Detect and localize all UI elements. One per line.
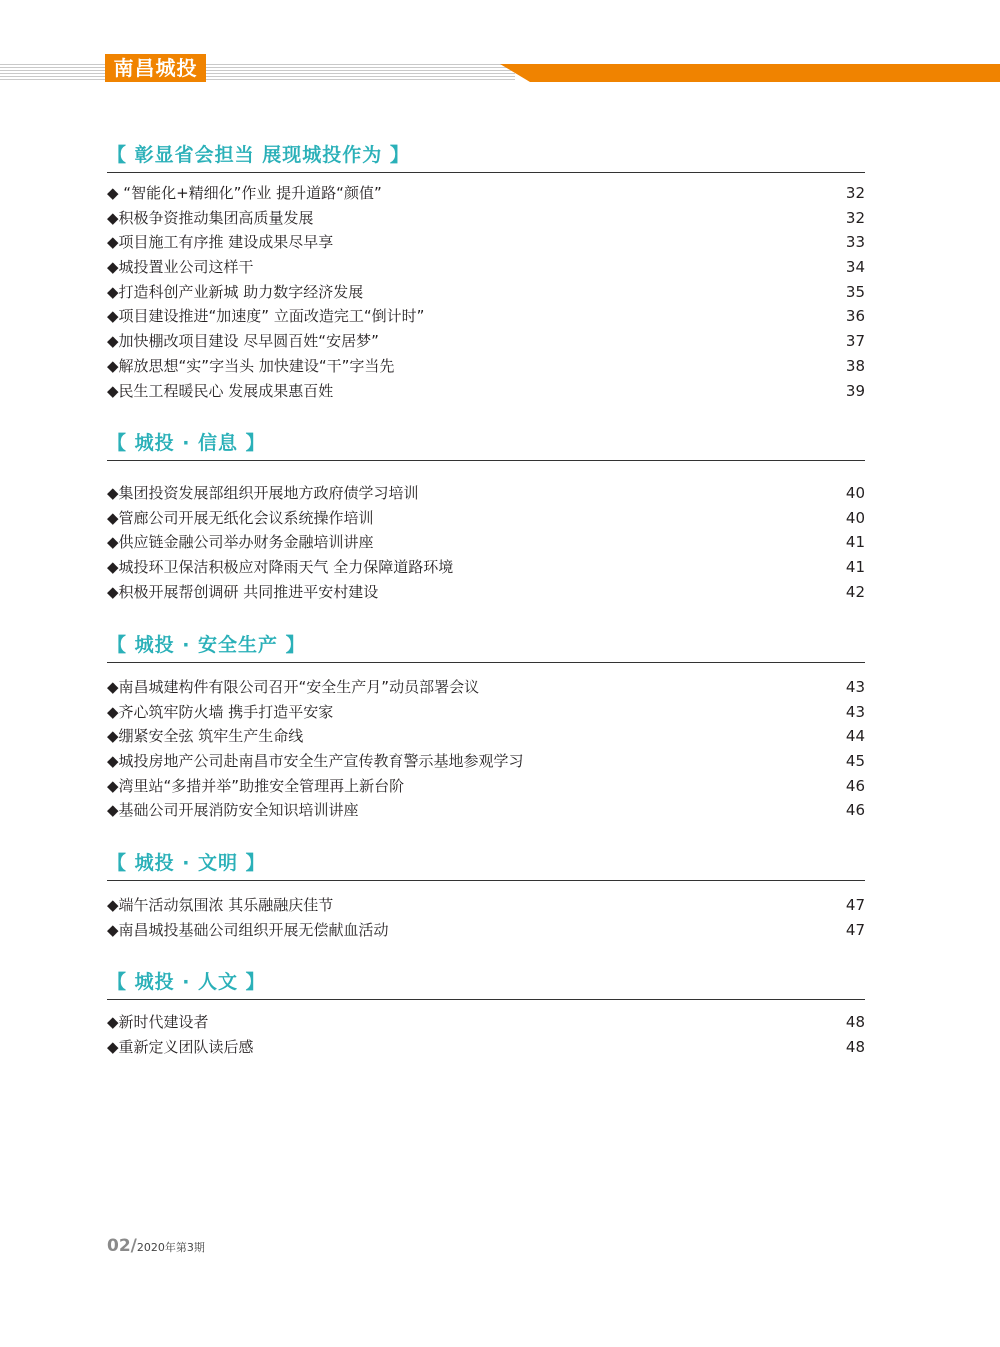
toc-item-text: ◆端午活动氛围浓 其乐融融庆佳节 — [107, 896, 334, 914]
toc-item-page: 32 — [845, 184, 865, 202]
toc-item-page: 35 — [845, 282, 865, 301]
toc-item-page: 48 — [845, 1037, 865, 1056]
toc-item-text: ◆新时代建设者 — [107, 1013, 209, 1031]
toc-item-page: 40 — [845, 508, 865, 527]
toc-item[interactable] — [107, 255, 865, 280]
toc-item[interactable] — [107, 230, 865, 255]
toc-section — [107, 140, 865, 403]
toc-item-text: ◆南昌城投基础公司组织开展无偿献血活动 — [107, 920, 389, 939]
toc-item[interactable] — [107, 280, 865, 305]
header-stripes — [0, 64, 515, 80]
toc-item-text: ◆城投环卫保洁积极应对降雨天气 全力保障道路环境 — [107, 558, 454, 577]
toc-item[interactable] — [107, 329, 865, 354]
toc-item-page: 44 — [845, 727, 865, 746]
toc-item-text: ◆集团投资发展部组织开展地方政府债学习培训 — [107, 484, 419, 502]
toc-section — [107, 428, 865, 604]
toc-item[interactable] — [107, 580, 865, 605]
toc-item-text: ◆ “智能化+精细化”作业 提升道路“颜值” — [107, 184, 382, 202]
toc-item[interactable] — [107, 206, 865, 231]
toc-section — [107, 967, 865, 1059]
toc-item-text: ◆项目建设推进“加速度” 立面改造完工“倒计时” — [107, 307, 425, 326]
toc-item-page: 45 — [845, 752, 865, 771]
section-title: 【 城投 · 信息 】 — [107, 428, 865, 461]
toc-item-text: ◆解放思想“实”字当头 加快建设“干”字当先 — [107, 356, 395, 375]
toc-item-text: ◆重新定义团队读后感 — [107, 1037, 254, 1056]
toc-item-text: ◆南昌城建构件有限公司召开“安全生产月”动员部署会议 — [107, 678, 480, 696]
toc-item-text: ◆湾里站“多措并举”助推安全管理再上新台阶 — [107, 776, 405, 795]
toc-item-text: ◆城投置业公司这样干 — [107, 258, 254, 277]
section-title: 【 城投 · 文明 】 — [107, 848, 865, 881]
toc-item-text: ◆民生工程暖民心 发展成果惠百姓 — [107, 381, 334, 400]
toc-item-page: 34 — [845, 258, 865, 277]
page-header — [0, 0, 1000, 100]
issue-label: 2020年第3期 — [136, 1241, 205, 1254]
toc-item[interactable] — [107, 1010, 865, 1035]
toc-item-page: 46 — [845, 776, 865, 795]
toc-item-page: 46 — [845, 801, 865, 820]
toc-item[interactable] — [107, 304, 865, 329]
toc-item-page: 41 — [845, 558, 865, 577]
toc-item[interactable] — [107, 506, 865, 531]
section-title: 【 城投 · 人文 】 — [107, 967, 865, 1000]
toc-item[interactable] — [107, 918, 865, 943]
toc-item-text: ◆基础公司开展消防安全知识培训讲座 — [107, 801, 359, 820]
toc-item-page: 36 — [845, 307, 865, 326]
toc-item[interactable] — [107, 530, 865, 555]
toc-item[interactable] — [107, 675, 865, 700]
section-title: 【 彰显省会担当 展现城投作为 】 — [107, 140, 865, 173]
toc-item[interactable] — [107, 379, 865, 404]
toc-item-text: ◆齐心筑牢防火墙 携手打造平安家 — [107, 702, 334, 721]
toc-item-page: 47 — [845, 896, 865, 914]
toc-item[interactable] — [107, 354, 865, 379]
toc-item[interactable] — [107, 555, 865, 580]
toc-section — [107, 630, 865, 823]
toc-item-text: ◆管廊公司开展无纸化会议系统操作培训 — [107, 508, 374, 527]
toc-item[interactable] — [107, 774, 865, 799]
toc-item-page: 47 — [845, 920, 865, 939]
toc-item[interactable] — [107, 700, 865, 725]
toc-item-page: 41 — [845, 533, 865, 552]
toc-item[interactable] — [107, 481, 865, 506]
toc-item-text: ◆加快棚改项目建设 尽早圆百姓“安居梦” — [107, 332, 379, 351]
toc-section — [107, 848, 865, 942]
page-number: 02/ — [107, 1236, 137, 1256]
page-footer — [107, 1236, 205, 1256]
toc-item-text: ◆项目施工有序推 建设成果尽早享 — [107, 233, 334, 252]
toc-item[interactable] — [107, 749, 865, 774]
toc-item-page: 33 — [845, 233, 865, 252]
toc-item-page: 43 — [845, 678, 865, 696]
toc-item-page: 32 — [845, 208, 865, 227]
toc-item[interactable] — [107, 1035, 865, 1060]
section-title: 【 城投 · 安全生产 】 — [107, 630, 865, 663]
toc-item-page: 39 — [845, 381, 865, 400]
header-orange-bar — [500, 64, 1000, 82]
toc-item-page: 48 — [845, 1013, 865, 1031]
toc-item-page: 38 — [845, 356, 865, 375]
toc-item-page: 40 — [845, 484, 865, 502]
toc-item-text: ◆积极争资推动集团高质量发展 — [107, 208, 314, 227]
toc-item-text: ◆城投房地产公司赴南昌市安全生产宣传教育警示基地参观学习 — [107, 752, 524, 771]
toc-item-text: ◆打造科创产业新城 助力数字经济发展 — [107, 282, 364, 301]
toc-item-page: 43 — [845, 702, 865, 721]
brand-label: 南昌城投 — [105, 54, 206, 82]
toc-item[interactable] — [107, 798, 865, 823]
toc-item-text: ◆绷紧安全弦 筑牢生产生命线 — [107, 727, 304, 746]
toc-item[interactable] — [107, 181, 865, 206]
toc-item[interactable] — [107, 724, 865, 749]
toc-item-page: 37 — [845, 332, 865, 351]
toc-item-text: ◆供应链金融公司举办财务金融培训讲座 — [107, 533, 374, 552]
toc-item[interactable] — [107, 893, 865, 918]
toc-item-text: ◆积极开展帮创调研 共同推进平安村建设 — [107, 582, 379, 601]
toc-item-page: 42 — [845, 582, 865, 601]
